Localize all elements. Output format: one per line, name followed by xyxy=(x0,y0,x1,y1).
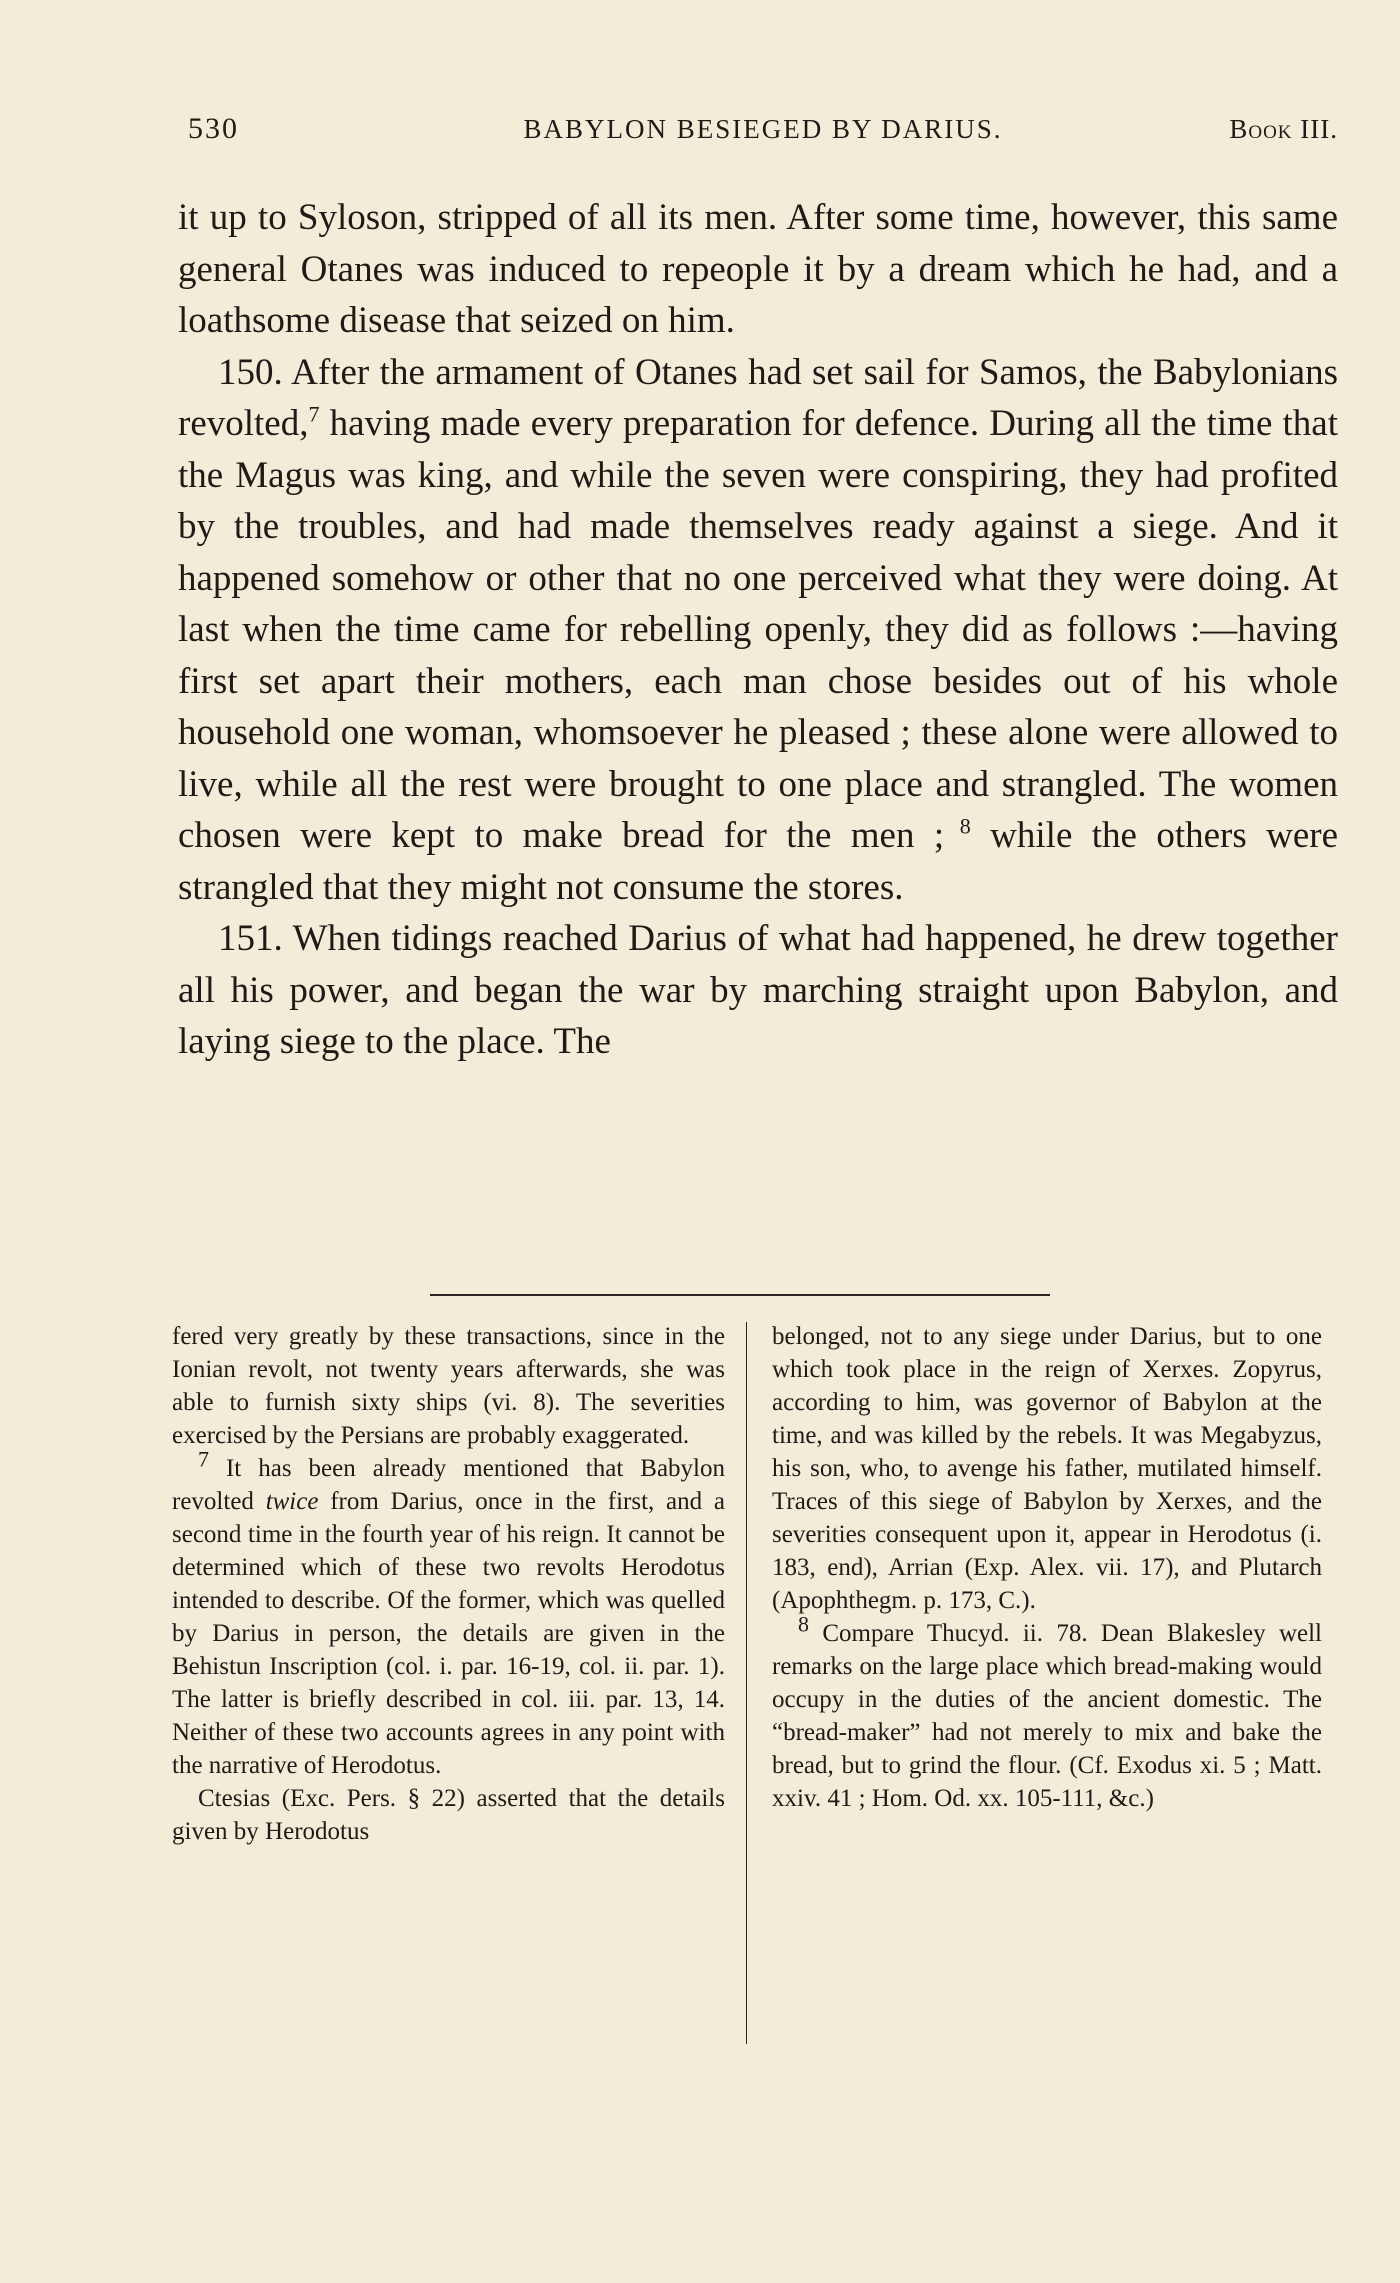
emphasis-twice: twice xyxy=(265,1488,319,1515)
footnote-7 xyxy=(172,1446,725,1782)
main-text xyxy=(178,192,1338,1068)
paragraph-text: 151. When tidings reached Darius of what had happened, he drew together all his power, and began the war by marching straight upon Babylon, and laying siege to the place. The xyxy=(178,918,1338,1062)
footnote-ref-7[interactable]: 7 xyxy=(308,401,320,427)
footnote-ref-8[interactable]: 8 xyxy=(944,813,971,839)
paragraph-text: having made every preparation for defence. During all the time that the Magus was king, and while the seven were conspiring, they had profited by the troubles, and had made themselves ready against a siege. And it happened somehow or other that no one perceived what they were doing. At last when the time came for rebelling openly, they did as follows :—having first set apart their mothers, each man chose besides out of his whole household one woman, whomsoever he pleased ; these alone were allowed to live, while all the rest were brought to one place and strangled. The women chosen were kept to make bread for the men ; xyxy=(178,403,1338,856)
chapter-title: BABYLON BESIEGED BY DARIUS. xyxy=(523,114,1003,144)
paragraph-continuation xyxy=(178,192,1338,347)
paragraph-text: while the others were strangled that they might not consume the stores. xyxy=(178,815,1339,908)
paragraph-151 xyxy=(178,913,1338,1068)
paragraph-150 xyxy=(178,347,1338,914)
footnote-text: belonged, not to any siege under Darius, but to one which took place in the reign of Xerxes. Zopyrus, according to him, was governor of Babylon at the time, and was killed by the rebels. It was Megabyzus, his son, who, to avenge his father, mutilated himself. Traces of this siege of Babylon by Xerxes, and the severities consequent upon it, appear in Herodotus (i. 183, end), Arrian (Exp. Alex. vii. 17), and Plutarch (Apophthegm. p. 173, C.). xyxy=(772,1323,1322,1614)
running-header xyxy=(188,112,1338,152)
footnote-text: fered very greatly by these transactions, since in the Ionian revolt, not twenty years afterwards, she was able to furnish sixty ships (vi. 8). The severities exercised by the Persians are probably exaggerated. xyxy=(172,1323,725,1449)
page-number: 530 xyxy=(188,112,239,145)
footnote-continuation xyxy=(172,1320,725,1452)
footnote-mark-7: 7 xyxy=(198,1446,209,1472)
footnote-continuation xyxy=(772,1320,1322,1617)
paragraph-text: it up to Syloson, stripped of all its men. After some time, however, this same general Otanes was induced to repeople it by a dream which he had, and a loathsome disease that seized on him. xyxy=(178,197,1338,341)
column-divider xyxy=(746,1322,747,2044)
footnotes-left-column xyxy=(172,1320,725,1848)
footnote-text: Compare Thucyd. ii. 78. Dean Blakesley well remarks on the large place which bread-making would occupy in the duties of the ancient domestic. The “bread-maker” had not merely to mix and bake the bread, but to grind the flour. (Cf. Exodus xi. 5 ; Matt. xxiv. 41 ; Hom. Od. xx. 105-111, &c.) xyxy=(772,1620,1322,1812)
footnotes-right-column xyxy=(772,1320,1322,1815)
footnote-text: from Darius, once in the first, and a second time in the fourth year of his reign. It cannot be determined which of these two revolts Herodotus intended to describe. Of the former, which was quelled by Darius in person, the details are given in the Behistun Inscription (col. i. par. 16-19, col. ii. par. 1). The latter is briefly described in col. iii. par. 13, 14. Neither of these two accounts agrees in any point with the narrative of Herodotus. xyxy=(172,1488,725,1779)
paragraph-text: 150. After the armament of Otanes had set sail for Samos, the Babylonians revolted, xyxy=(178,351,1338,444)
footnote-mark-8: 8 xyxy=(798,1611,809,1637)
footnote-text: Ctesias (Exc. Pers. § 22) asserted that the details given by Herodotus xyxy=(172,1785,725,1845)
footnote-text: It has been already mentioned that Babylon revolted xyxy=(172,1455,725,1515)
footnote-ctesias xyxy=(172,1782,725,1848)
footnote-separator xyxy=(430,1294,1050,1296)
footnote-8 xyxy=(772,1611,1322,1815)
book-label: Book III. xyxy=(1229,114,1338,144)
